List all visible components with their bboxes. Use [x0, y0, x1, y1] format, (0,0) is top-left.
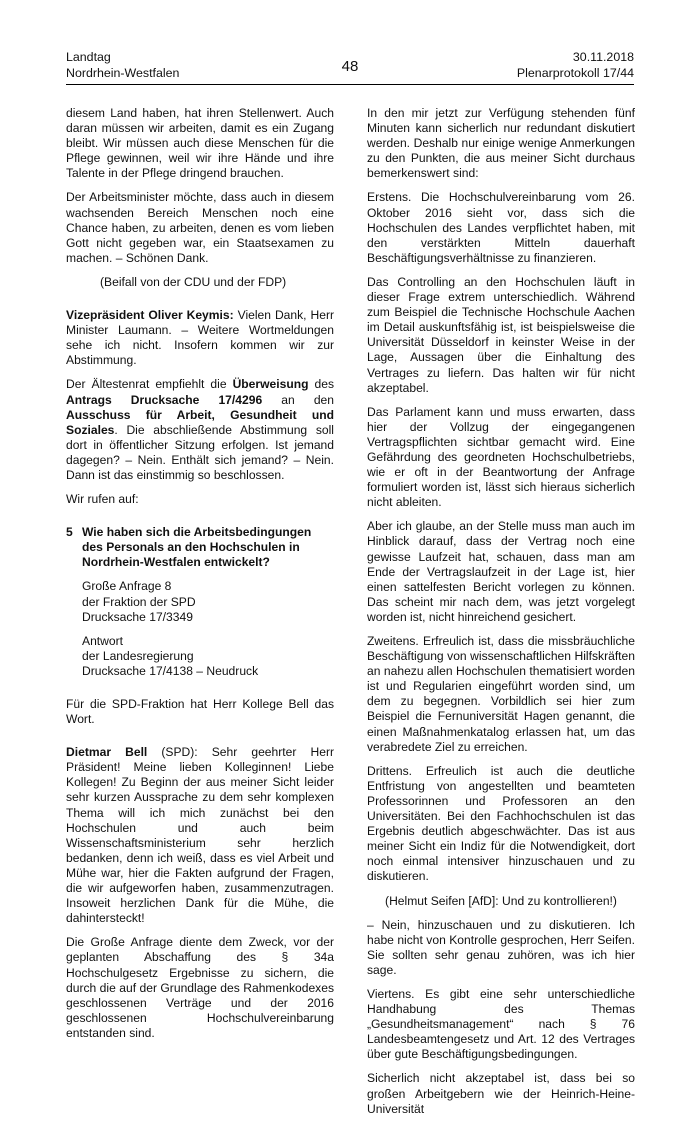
text-run-bold: Ausschuss für Arbeit, Gesundheit und Soziales	[66, 407, 334, 437]
header-right	[517, 50, 634, 81]
text-run: des	[308, 377, 335, 392]
paragraph: Für die SPD-Fraktion hat Herr Kollege Bell das Wort.	[66, 697, 334, 727]
anfrage-block	[66, 579, 334, 624]
paragraph: – Nein, hinzuschauen und zu diskutieren. Ich habe nicht von Kontrolle gesprochen, Herr Seifen. Sie sollten sehr genau zuhören, was ich hier sage.	[367, 917, 635, 977]
header-date: 30.11.2018	[572, 50, 634, 64]
paragraph: Viertens. Es gibt eine sehr unterschiedliche Handhabung des Themas „Gesundheitsmanagement“ nach § 76 Landesbeamtengesetz und Art. 12 des Vertrages über gute Beschäftigungsbedingungen.	[367, 986, 635, 1062]
paragraph: Wir rufen auf:	[66, 492, 139, 507]
anfrage-line: Drucksache 17/3349	[82, 609, 193, 624]
antwort-line: Antwort	[82, 633, 123, 648]
speaker-name: Dietmar Bell	[66, 745, 148, 760]
agenda-item	[66, 525, 334, 570]
speaker-name: Vizepräsident Oliver Keymis:	[66, 308, 234, 323]
paragraph: Das Parlament kann und muss erwarten, dass hier der Vollzug der eingegangenen Vertragspflichten sichtbar gemacht wird. Eine Gefährdung des geordneten Hochschulbetriebs, wie er oft in der Beantwortung der Anfrage formuliert worden ist, lässt sich hieraus sicherlich nicht ableiten.	[367, 404, 635, 510]
text-run-bold: Antrags Drucksache 17/4296	[66, 392, 263, 407]
paragraph: Aber ich glaube, an der Stelle muss man auch im Hinblick darauf, dass der Vertrag noch eine gewisse Laufzeit hat, schauen, dass man am Ende der Vertragslaufzeit in der Lage ist, hier einen sattelfesten Bericht vorlegen zu können. Das scheint mir nach dem, was jetzt vorgelegt worden ist, nicht hinreichend gesichert.	[367, 519, 635, 624]
page-number: 48	[341, 58, 359, 75]
page-header	[66, 50, 634, 82]
paragraph: Das Controlling an den Hochschulen läuft in dieser Frage extrem unterschiedlich. Während zum Beispiel die Technische Hochschule Aachen im Detail auskunftsfähig ist, ist beispielsweise die Universität Düsseldorf in keinster Weise in der Lage, Aussagen über die Einhaltung des Vertrages zu liefern. Das halten wir für nicht akzeptabel.	[367, 274, 635, 395]
antwort-block	[66, 634, 334, 679]
left-column	[66, 106, 334, 1050]
text-run: . Die abschließende Abstimmung soll dort in öffentlicher Sitzung erfolgen. Ist jemand dagegen? – Nein. Enthält sich jemand? – Nein. Dann ist das einstimmig so beschlossen.	[66, 422, 334, 482]
speech-text: Vielen Dank, Herr Minister Laumann. – Weitere Wortmeldungen sehe ich nicht. Insofern kommen wir zur Abstimmung.	[66, 308, 334, 368]
antwort-line: der Landesregierung	[82, 648, 194, 663]
right-column	[367, 106, 635, 1126]
header-divider	[66, 84, 634, 85]
paragraph	[66, 745, 334, 926]
agenda-item-number: 5	[66, 525, 73, 540]
anfrage-line: der Fraktion der SPD	[82, 594, 196, 609]
paragraph: Zweitens. Erfreulich ist, dass die missbräuchliche Beschäftigung von wissenschaftlichen Hilfskräften an nahezu allen Hochschulen thematisiert worden ist und Regularien eingeführt worden sind, um dem zu begegnen. Vorbildlich sei hier zum Beispiel die Fernuniversität Hagen genannt, die einen Maßnahmenkatalog erlassen hat, um das verabredete Ziel zu erreichen.	[367, 634, 635, 754]
paragraph: In den mir jetzt zur Verfügung stehenden fünf Minuten kann sicherlich nur redundant diskutiert werden. Deshalb nur einige wenige Anmerkungen zu den Punkten, die aus meiner Sicht durchaus bemerkenswert sind:	[367, 106, 635, 181]
header-protocol: Plenarprotokoll 17/44	[516, 65, 634, 80]
applause-note: (Beifall von der CDU und der FDP)	[100, 274, 287, 289]
anfrage-line: Große Anfrage 8	[82, 579, 172, 594]
text-run: Der Ältestenrat empfiehlt die	[66, 377, 233, 392]
header-state: Nordrhein-Westfalen	[66, 65, 180, 80]
paragraph: diesem Land haben, hat ihren Stellenwert. Auch daran müssen wir arbeiten, damit es ein Zugang bleibt. Wir müssen auch diese Menschen für die Pflege gewinnen, weil wir ihre Hände und ihre Talente in der Pflege dringend brauchen.	[66, 106, 334, 181]
interjection-note: (Helmut Seifen [AfD]: Und zu kontrollieren!)	[385, 893, 617, 908]
paragraph	[66, 377, 334, 483]
antwort-line: Drucksache 17/4138 – Neudruck	[82, 663, 259, 678]
paragraph	[66, 308, 334, 368]
paragraph: Der Arbeitsminister möchte, dass auch in diesem wachsenden Bereich Menschen noch eine Chance haben, zu arbeiten, denen es vom lieben Gott nicht gegeben war, ein Staatsexamen zu machen. – Schönen Dank.	[66, 190, 334, 265]
paragraph: Sicherlich nicht akzeptabel ist, dass bei so großen Arbeitgebern wie der Heinrich-Heine-Universität	[367, 1071, 635, 1116]
agenda-item-title: Wie haben sich die Arbeitsbedingungen des Personals an den Hochschulen in Nordrhein-Westfalen entwickelt?	[82, 525, 312, 570]
paragraph: Erstens. Die Hochschulvereinbarung vom 26. Oktober 2016 sieht vor, dass sich die Hochschulen des Landes verpflichtet haben, mit den verstärkten Mitteln dauerhaft Beschäftigungsverhältnisse zu finanzieren.	[367, 190, 635, 265]
paragraph: Die Große Anfrage diente dem Zweck, vor der geplanten Abschaffung des § 34a Hochschulgesetz Ergebnisse zu sichern, die durch die auf der Grundlage des Rahmenkodexes geschlossenen Verträge und der 2016 geschlossenen Hochschulvereinbarung entstanden sind.	[66, 935, 334, 1040]
text-run-bold: Überweisung	[232, 377, 309, 392]
paragraph: Drittens. Erfreulich ist auch die deutliche Entfristung von angestellten und beamteten Professorinnen und Professoren an den Universitäten. Bei den Fachhochschulen ist das Ergebnis deutlich abgeschwächter. Das ist aus meiner Sicht ein Indiz für die Notwendigkeit, dort noch einmal intensiver hinzuschauen und zu diskutieren.	[367, 763, 635, 884]
header-parliament: Landtag	[66, 50, 111, 64]
text-run: an den	[262, 392, 334, 407]
speech-text: (SPD): Sehr geehrter Herr Präsident! Meine lieben Kolleginnen! Liebe Kollegen! Zu Beginn der aus meiner Sicht leider sehr kurzen Aussprache zu dem sehr komplexen Thema will ich mich zunächst bei den Hochschulen und auch beim Wissenschaftsministerium sehr herzlich bedanken, denn ich weiß, dass es viel Arbeit und Mühe war, hier die Fakten aufgrund der Fragen, die wir aufgeworfen haben, zusammenzutragen. Insoweit herzlichen Dank für die Mühe, die dahintersteckt!	[66, 745, 334, 926]
